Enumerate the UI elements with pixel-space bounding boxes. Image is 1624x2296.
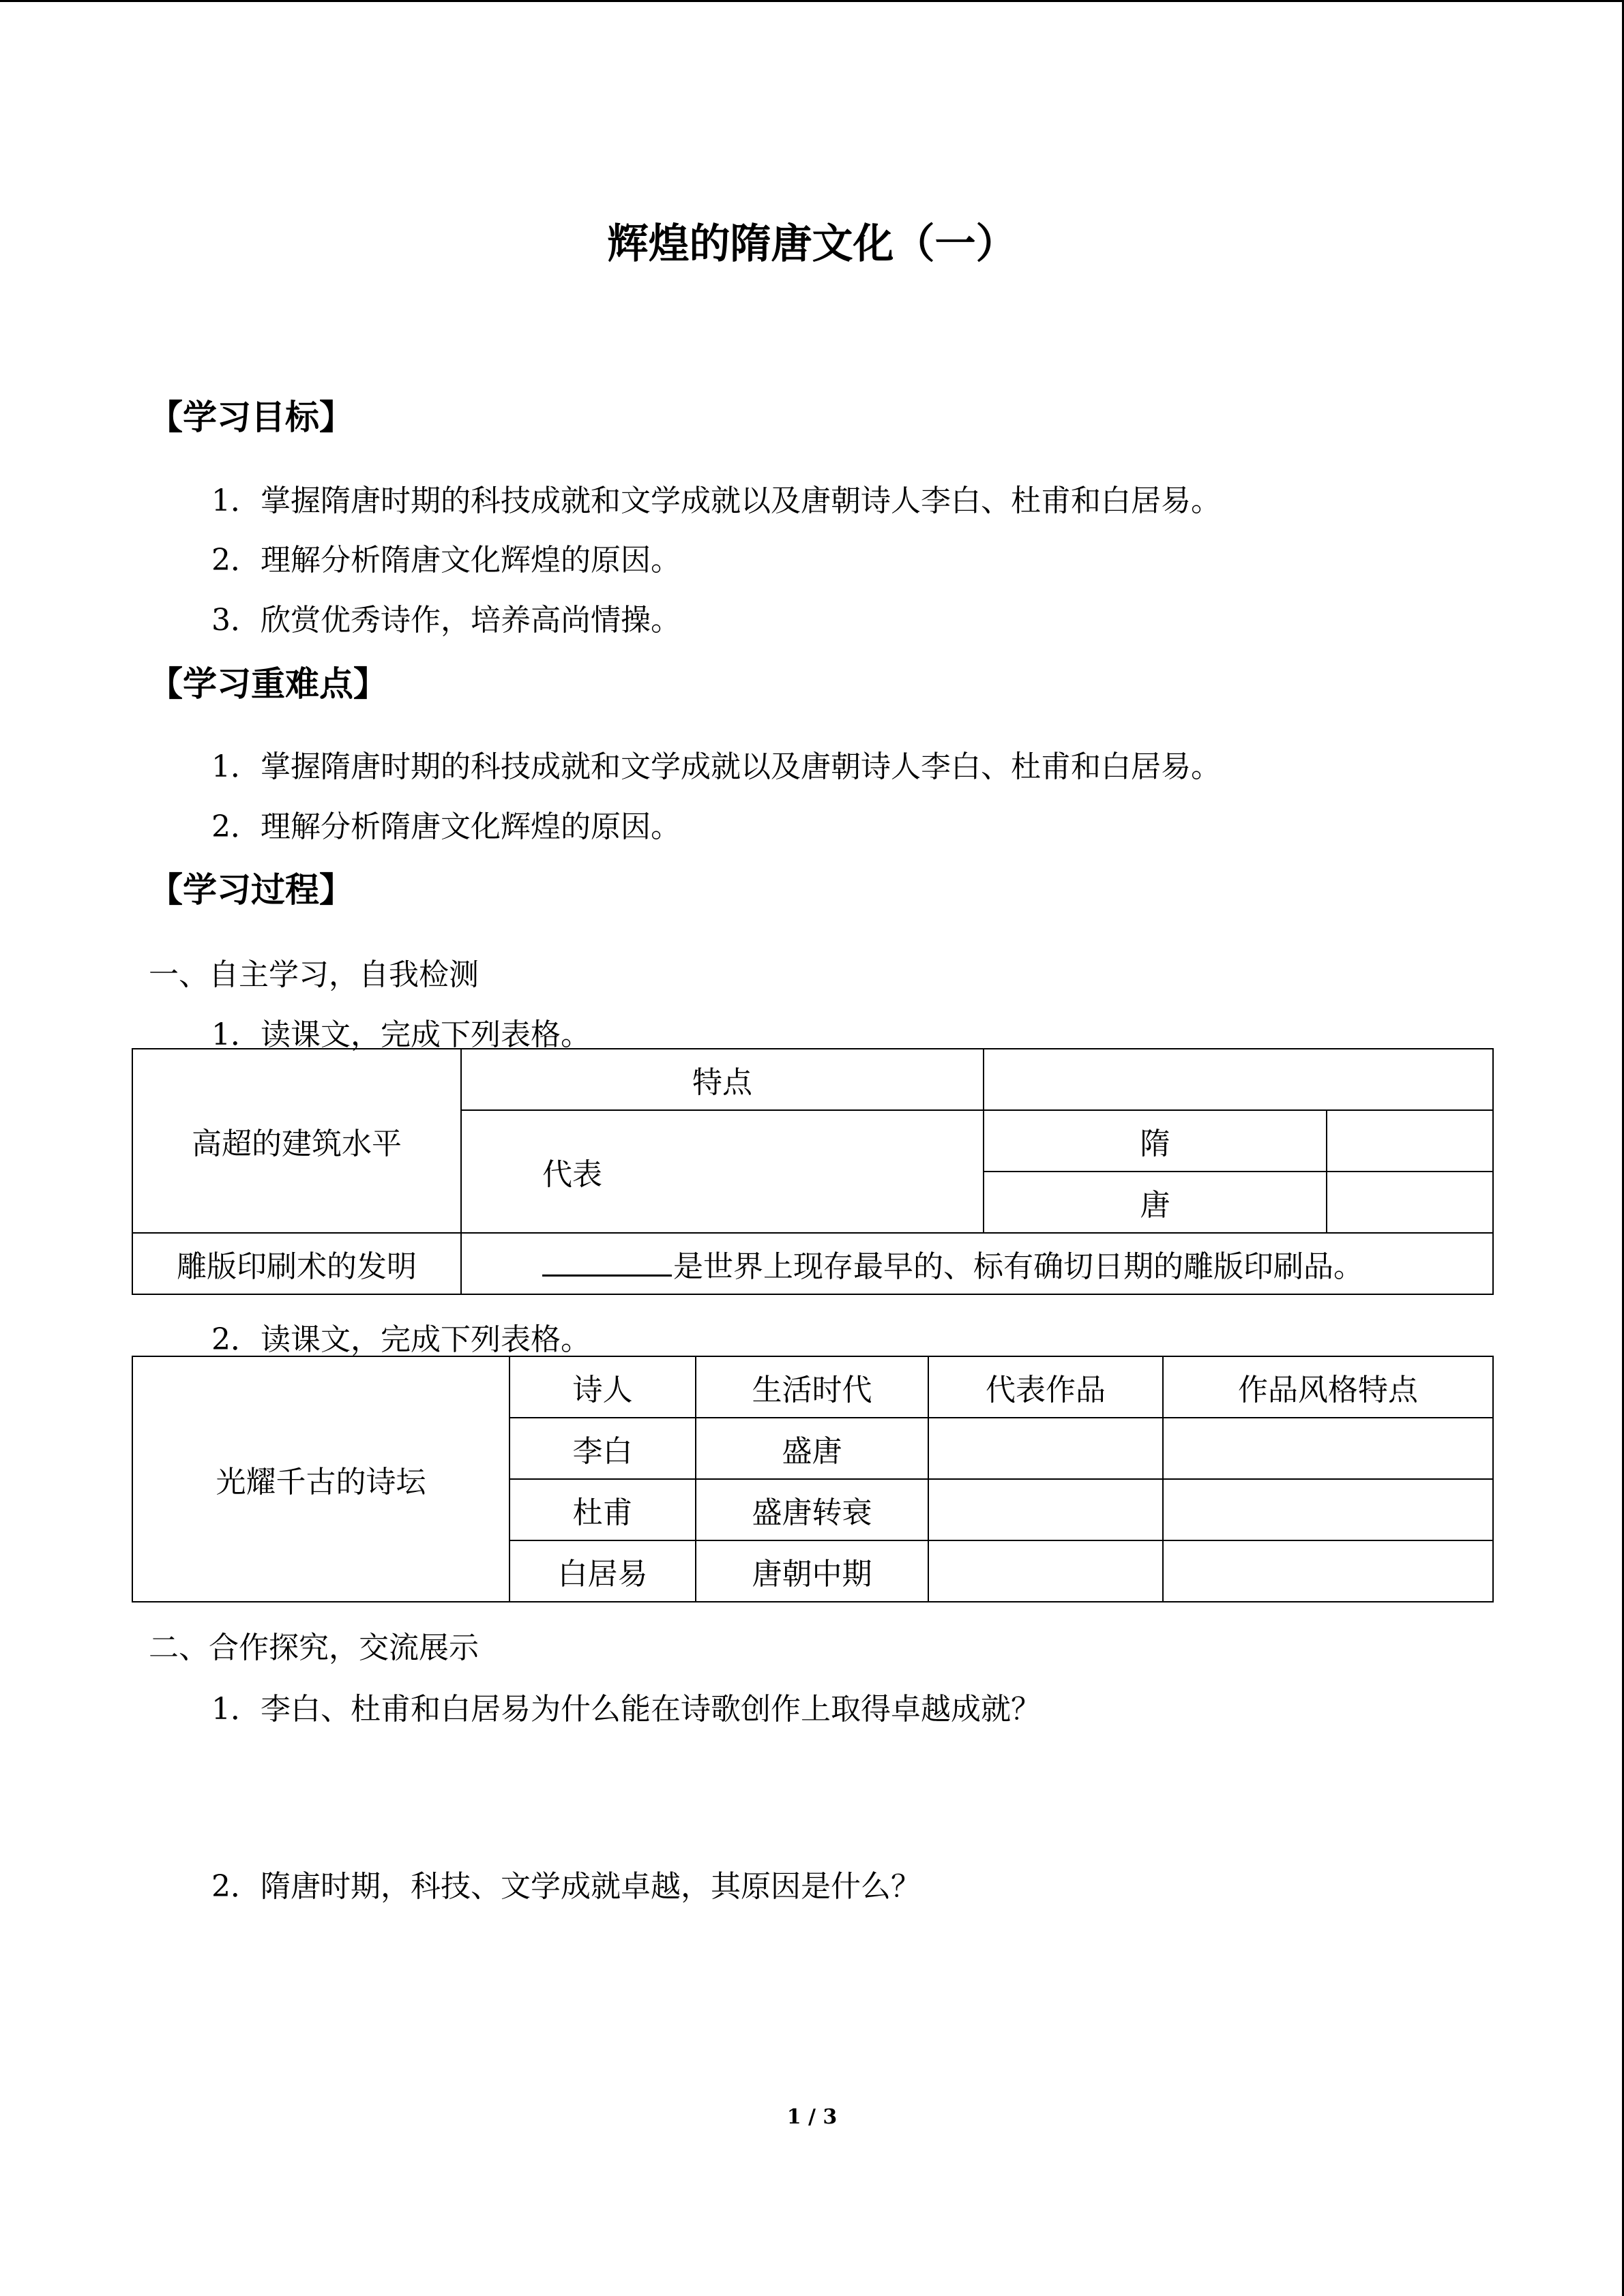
sui-answer-cell — [1327, 1110, 1493, 1172]
poet-name: 白居易 — [510, 1540, 696, 1602]
key-points-heading: 【学习重难点】 — [149, 664, 387, 704]
feature-answer-cell — [984, 1049, 1493, 1110]
style-answer-cell — [1163, 1418, 1493, 1479]
style-answer-cell — [1163, 1479, 1493, 1540]
poet-name: 李白 — [510, 1418, 696, 1479]
process-heading: 【学习过程】 — [149, 870, 353, 910]
works-answer-cell — [928, 1479, 1163, 1540]
poet-era: 唐朝中期 — [696, 1540, 928, 1602]
tang-answer-cell — [1327, 1172, 1493, 1233]
page-number: 1 / 3 — [786, 2105, 838, 2129]
sui-label: 隋 — [984, 1110, 1327, 1172]
poet-name: 杜甫 — [510, 1479, 696, 1540]
poetry-row-label: 光耀千古的诗坛 — [132, 1356, 510, 1602]
task2-instruction: 2．读课文，完成下列表格。 — [211, 1322, 591, 1357]
works-answer-cell — [928, 1418, 1163, 1479]
header-era: 生活时代 — [696, 1356, 928, 1418]
key-point-item: 2．理解分析隋唐文化辉煌的原因。 — [211, 809, 681, 844]
feature-label: 特点 — [461, 1049, 984, 1110]
fill-blank-line — [542, 1249, 672, 1277]
header-poet: 诗人 — [510, 1356, 696, 1418]
header-works: 代表作品 — [928, 1356, 1163, 1418]
works-answer-cell — [928, 1540, 1163, 1602]
printing-label: 雕版印刷术的发明 — [132, 1233, 461, 1294]
task1-instruction: 1．读课文，完成下列表格。 — [211, 1017, 591, 1052]
objective-item: 2．理解分析隋唐文化辉煌的原因。 — [211, 543, 681, 578]
architecture-label: 高超的建筑水平 — [132, 1049, 461, 1233]
page-border-top — [0, 0, 1624, 2]
part2-heading: 二、合作探究，交流展示 — [149, 1630, 479, 1665]
objective-item: 3．欣赏优秀诗作，培养高尚情操。 — [211, 603, 681, 638]
representative-label: 代表 — [461, 1110, 984, 1233]
page-title: 辉煌的隋唐文化（一） — [607, 220, 1017, 268]
question-1: 1．李白、杜甫和白居易为什么能在诗歌创作上取得卓越成就？ — [211, 1692, 1041, 1727]
printing-text: 是世界上现存最早的、标有确切日期的雕版印刷品。 — [673, 1249, 1363, 1284]
key-point-item: 1．掌握隋唐时期的科技成就和文学成就以及唐朝诗人李白、杜甫和白居易。 — [211, 749, 1221, 784]
header-style: 作品风格特点 — [1163, 1356, 1493, 1418]
tang-label: 唐 — [984, 1172, 1327, 1233]
objective-item: 1．掌握隋唐时期的科技成就和文学成就以及唐朝诗人李白、杜甫和白居易。 — [211, 483, 1221, 518]
objectives-heading: 【学习目标】 — [149, 398, 353, 437]
poet-era: 盛唐 — [696, 1418, 928, 1479]
poetry-table — [132, 1356, 1494, 1602]
poet-era: 盛唐转衰 — [696, 1479, 928, 1540]
style-answer-cell — [1163, 1540, 1493, 1602]
printing-statement — [461, 1233, 1493, 1294]
part1-heading: 一、自主学习，自我检测 — [149, 957, 479, 992]
architecture-printing-table — [132, 1048, 1494, 1295]
question-2: 2．隋唐时期，科技、文学成就卓越，其原因是什么？ — [211, 1869, 921, 1904]
